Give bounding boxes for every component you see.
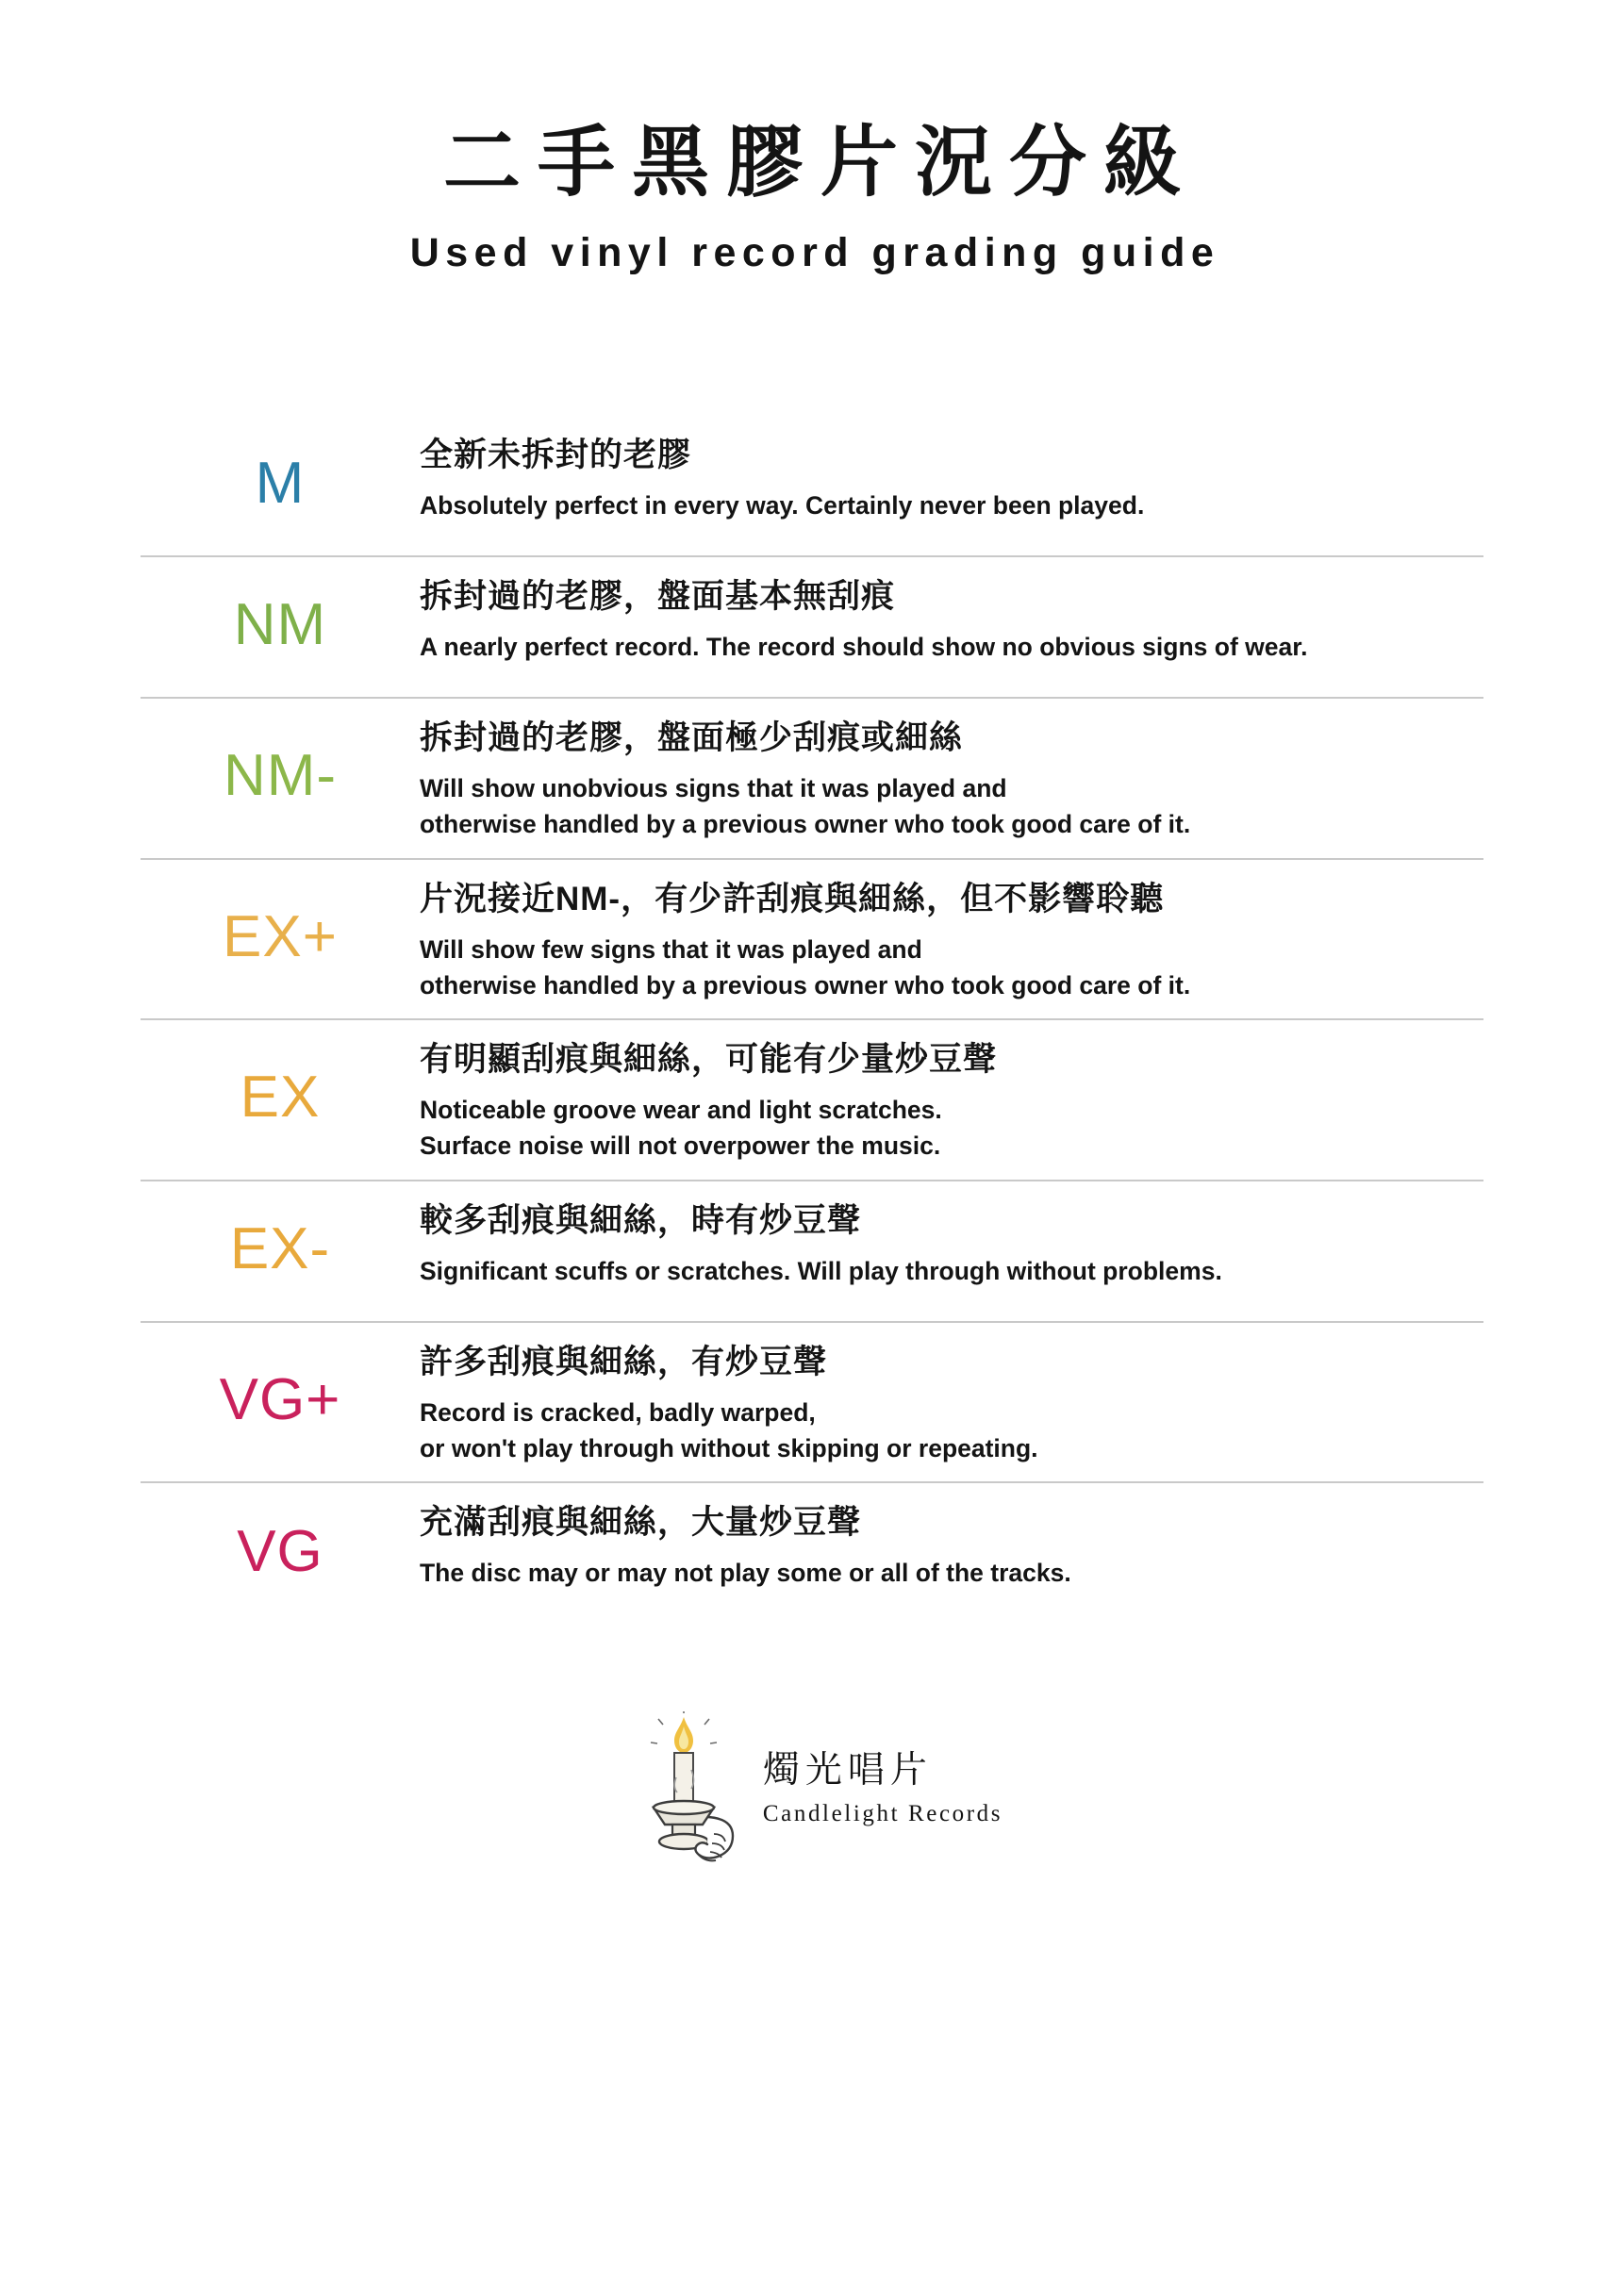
grade-description-en: Will show unobvious signs that it was played and otherwise handled by a previous owner who took good care of it. — [420, 774, 1191, 839]
grade-description-en: Absolutely perfect in every way. Certainly never been played. — [420, 491, 1145, 520]
grade-row — [141, 1323, 1483, 1484]
grade-description-en: Noticeable groove wear and light scratches. Surface noise will not overpower the music. — [420, 1096, 942, 1161]
grade-description-zh: 拆封過的老膠，盤面基本無刮痕 — [420, 578, 896, 616]
page-title-en: Used vinyl record grading guide — [409, 230, 1220, 276]
poster-header — [0, 0, 1624, 276]
grade-description-zh: 全新未拆封的老膠 — [420, 437, 692, 474]
grade-code-cell — [141, 1065, 420, 1131]
grade-code-cell — [141, 451, 420, 517]
grade-row — [141, 416, 1483, 557]
grade-description-en: The disc may or may not play some or all of the tracks. — [420, 1559, 1071, 1588]
grade-code-cell — [141, 592, 420, 658]
grade-text-cell — [420, 871, 1483, 1004]
grade-description-zh: 充滿刮痕與細絲，大量炒豆聲 — [420, 1504, 862, 1542]
grade-text-cell — [420, 710, 1483, 843]
grade-text-cell — [420, 1032, 1483, 1165]
grade-description-zh: 許多刮痕與細絲，有炒豆聲 — [420, 1343, 828, 1380]
grade-code: M — [255, 451, 306, 517]
grade-description-zh: 較多刮痕與細絲，時有炒豆聲 — [420, 1201, 862, 1239]
grade-code: EX — [240, 1065, 321, 1131]
grade-code-cell — [141, 903, 420, 969]
grade-description-en: Record is cracked, badly warped, or won't play through without skipping or repeating. — [420, 1397, 1038, 1462]
grade-row — [141, 1181, 1483, 1323]
grade-code: EX+ — [223, 903, 338, 969]
grade-code: VG — [237, 1519, 323, 1585]
brand-name-en: Candlelight Records — [762, 1800, 1003, 1826]
grade-description-zh: 片況接近NM-，有少許刮痕與細絲，但不影響聆聽 — [420, 880, 1165, 917]
grade-code-cell — [141, 743, 420, 809]
brand-footer — [0, 1711, 1624, 1874]
grade-text-cell — [420, 1193, 1483, 1290]
grade-text-cell — [420, 1334, 1483, 1467]
grade-list — [141, 416, 1483, 1625]
grade-code: VG+ — [219, 1366, 341, 1432]
grade-text-cell — [420, 1495, 1483, 1592]
grade-code-cell — [141, 1215, 420, 1281]
grade-description-zh: 拆封過的老膠，盤面極少刮痕或細絲 — [420, 719, 964, 757]
grade-description-en: A nearly perfect record. The record should show no obvious signs of wear. — [420, 633, 1308, 662]
grade-text-cell — [420, 569, 1483, 666]
grade-row — [141, 1483, 1483, 1625]
grade-row — [141, 1020, 1483, 1181]
grade-description-zh: 有明顯刮痕與細絲，可能有少量炒豆聲 — [420, 1041, 998, 1079]
grade-row — [141, 557, 1483, 699]
grade-text-cell — [420, 427, 1483, 524]
grade-code-cell — [141, 1366, 420, 1432]
grade-code: EX- — [229, 1215, 331, 1281]
grade-code: NM- — [223, 743, 338, 809]
grade-row — [141, 699, 1483, 860]
brand-text — [763, 1749, 1003, 1837]
brand-name-zh: 燭光唱片 — [762, 1749, 933, 1791]
grade-description-en: Will show few signs that it was played and otherwise handled by a previous owner who took good care of it. — [420, 934, 1191, 999]
candlestick-icon — [621, 1711, 746, 1874]
grade-code-cell — [141, 1519, 420, 1585]
grade-description-en: Significant scuffs or scratches. Will play through without problems. — [420, 1256, 1222, 1285]
grade-code: NM — [233, 592, 327, 658]
page-title-zh: 二手黑膠片況分級 — [442, 120, 1198, 206]
grade-row — [141, 860, 1483, 1021]
